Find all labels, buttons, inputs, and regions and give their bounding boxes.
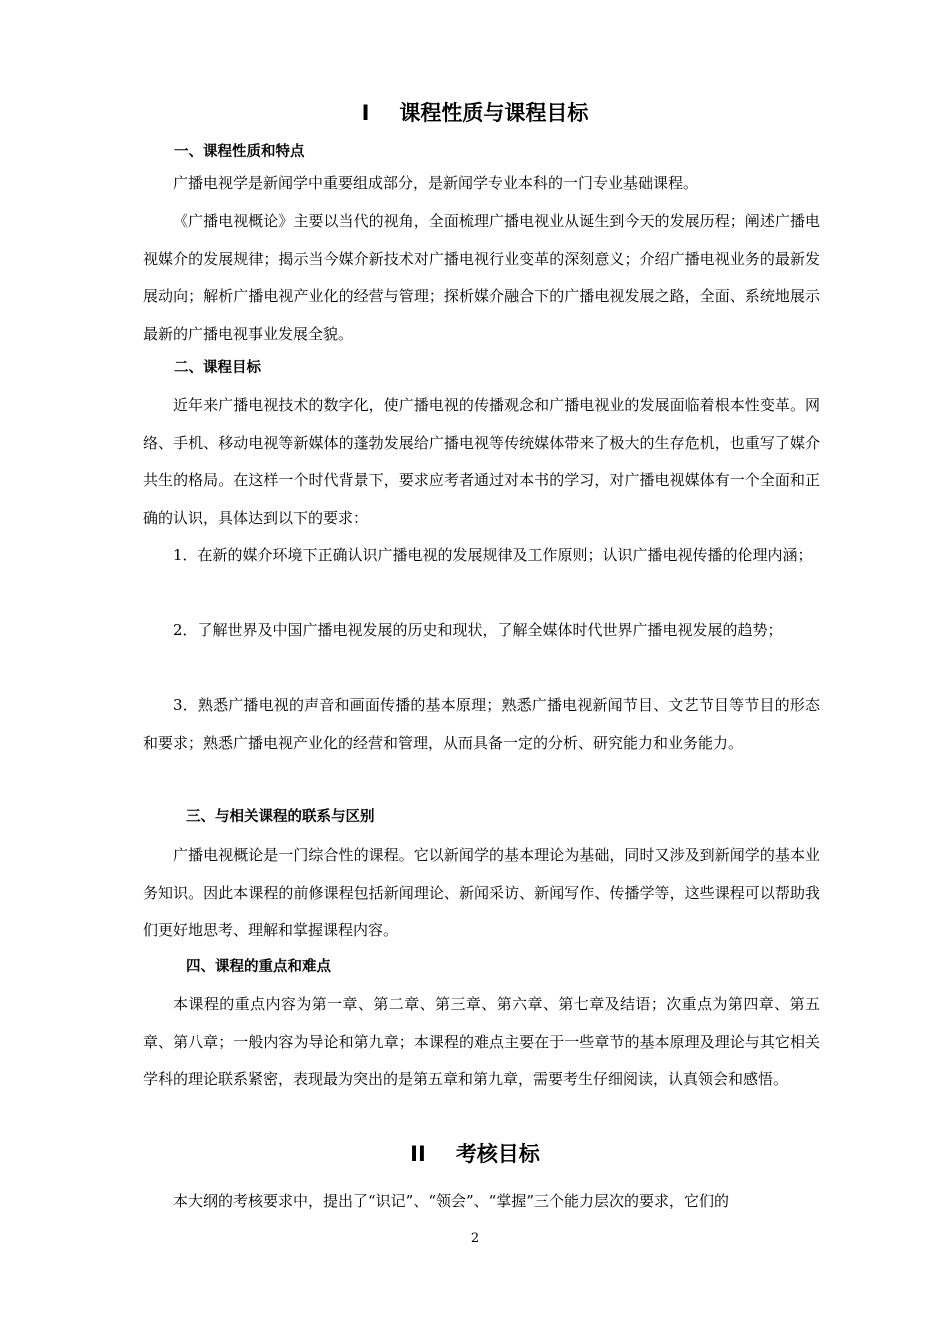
section-2-heading <box>0 1140 950 1168</box>
section-2-number: II <box>410 1142 426 1166</box>
page-number: 2 <box>470 1231 480 1246</box>
section-1-title: 课程性质与课程目标 <box>399 101 589 125</box>
subsection-1-paragraph-1: 广播电视学是新闻学中重要组成部分，是新闻学专业本科的一门专业基础课程。 <box>173 174 699 192</box>
subsection-4-paragraph-1: 本课程的重点内容为第一章、第二章、第三章、第六章、第七章及结语；次重点为第四章、第五章、第八章；一般内容为导论和第九章；本课程的难点主要在于一些章节的基本原理及理论与其它相关学科的理论联系紧密，表现最为突出的是第五章和第九章，需要考生仔细阅读，认真领会和感悟。 <box>143 995 820 1088</box>
subsection-3-heading: 三、与相关课程的联系与区别 <box>186 809 375 825</box>
section-1-number: I <box>361 101 370 125</box>
goal-item-1: 1．在新的媒介环境下正确认识广播电视的发展规律及工作原则；认识广播电视传播的伦理内涵； <box>173 546 813 564</box>
section-1-heading <box>0 99 950 127</box>
subsection-2-heading: 二、课程目标 <box>174 360 261 376</box>
goal-item-2: 2．了解世界及中国广播电视发展的历史和现状，了解全媒体时代世界广播电视发展的趋势； <box>173 621 783 639</box>
subsection-2-paragraph-1: 近年来广播电视技术的数字化，使广播电视的传播观念和广播电视业的发展面临着根本性变革。网络、手机、移动电视等新媒体的蓬勃发展给广播电视等传统媒体带来了极大的生存危机，也重写了媒介共生的格局。在这样一个时代背景下，要求应考者通过对本书的学习，对广播电视媒体有一个全面和正确的认识，具体达到以下的要求： <box>143 396 820 527</box>
section-2-paragraph-1: 本大纲的考核要求中，提出了“识记”、“领会”、“掌握”三个能力层次的要求，它们的 <box>173 1192 730 1210</box>
subsection-4-heading: 四、课程的重点和难点 <box>186 959 331 975</box>
section-2-title: 考核目标 <box>455 1142 540 1166</box>
subsection-3-paragraph-1: 广播电视概论是一门综合性的课程。它以新闻学的基本理论为基础，同时又涉及到新闻学的基本业务知识。因此本课程的前修课程包括新闻理论、新闻采访、新闻写作、传播学等，这些课程可以帮助我们更好地思考、理解和掌握课程内容。 <box>143 846 820 939</box>
goal-item-3: 3．熟悉广播电视的声音和画面传播的基本原理；熟悉广播电视新闻节目、文艺节目等节目的形态和要求；熟悉广播电视产业化的经营和管理，从而具备一定的分析、研究能力和业务能力。 <box>143 696 820 752</box>
subsection-1-heading: 一、课程性质和特点 <box>174 144 305 160</box>
subsection-1-paragraph-2: 《广播电视概论》主要以当代的视角，全面梳理广播电视业从诞生到今天的发展历程；阐述广播电视媒介的发展规律；揭示当今媒介新技术对广播电视行业变革的深刻意义；介绍广播电视业务的最新发展动向；解析广播电视产业化的经营与管理；探析媒介融合下的广播电视发展之路，全面、系统地展示最新的广播电视事业发展全貌。 <box>143 212 820 343</box>
